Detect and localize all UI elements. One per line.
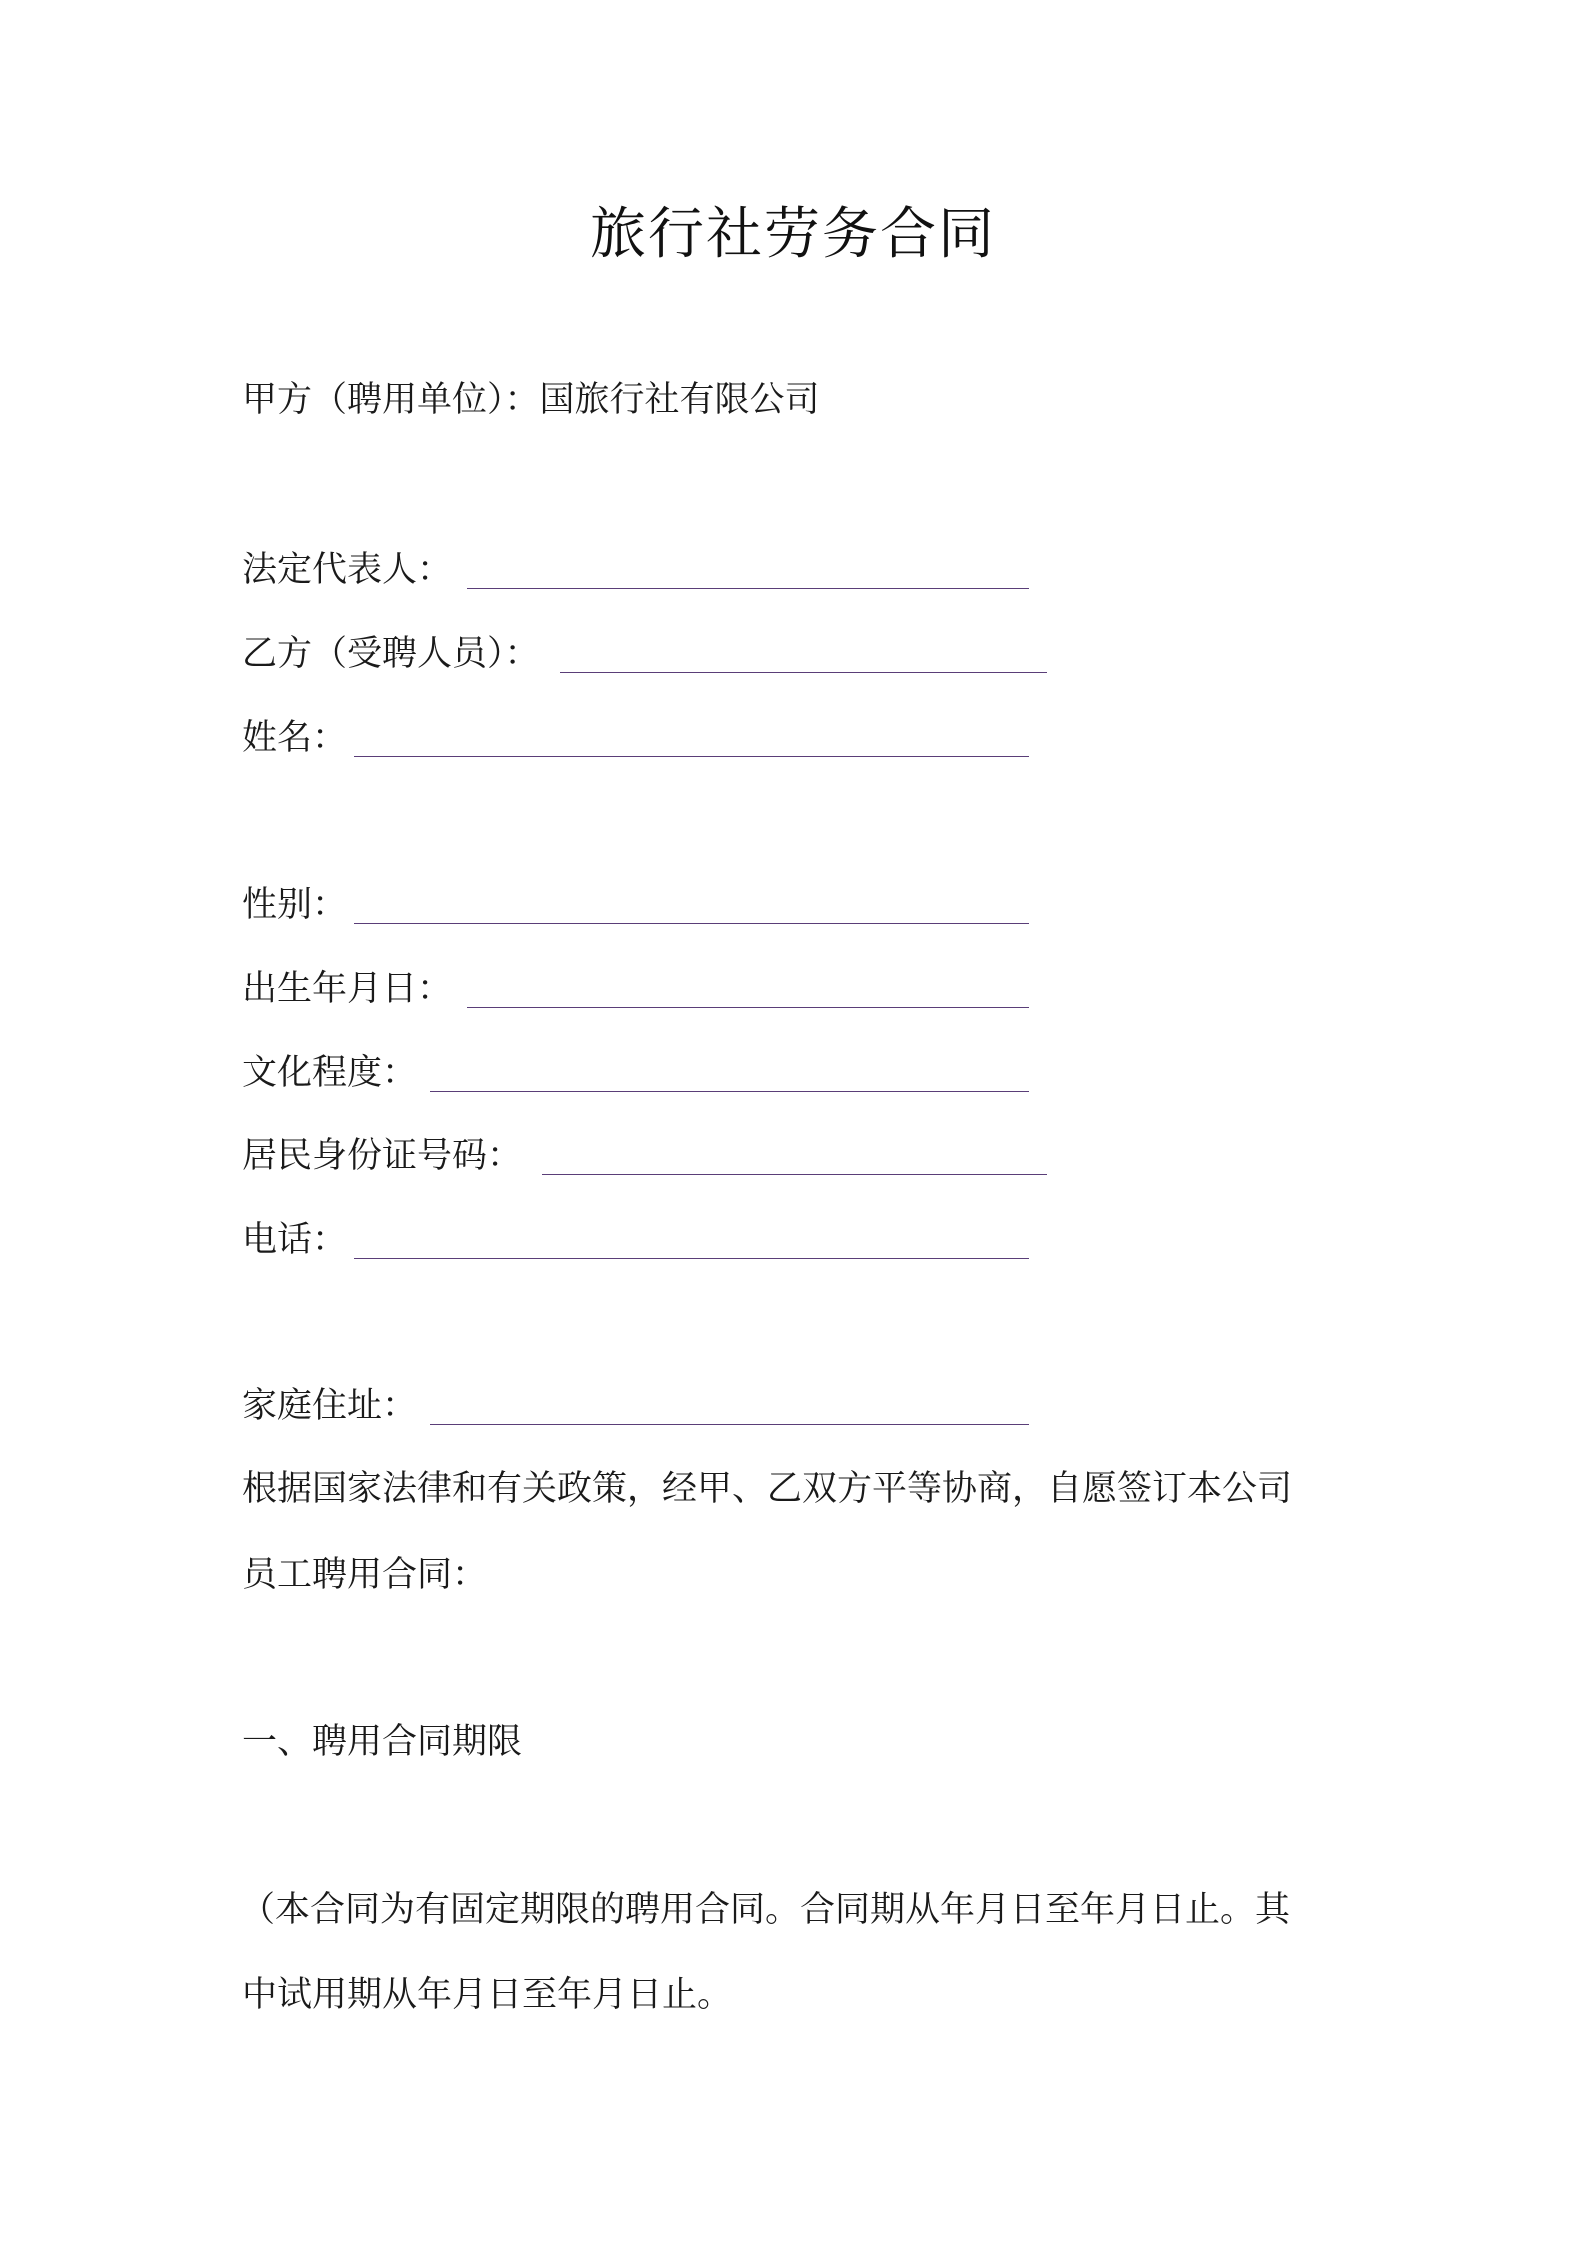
intro-paragraph-line-2: 员工聘用合同： <box>242 1555 488 1595</box>
gender-label: 性别： <box>242 885 348 925</box>
education-blank[interactable] <box>430 1091 1029 1092</box>
section-1-heading: 一、聘用合同期限 <box>242 1722 523 1762</box>
intro-paragraph-line-1: 根据国家法律和有关政策，经甲、乙双方平等协商，自愿签订本公司 <box>242 1469 1293 1509</box>
id-number-blank[interactable] <box>542 1174 1047 1175</box>
education-label: 文化程度： <box>242 1053 418 1093</box>
birth-date-label: 出生年月日： <box>242 969 453 1009</box>
section-1-line-2: 中试用期从年月日至年月日止。 <box>242 1975 733 2015</box>
phone-blank[interactable] <box>354 1258 1029 1259</box>
name-blank[interactable] <box>354 756 1029 757</box>
party-b-blank[interactable] <box>560 672 1047 673</box>
legal-rep-blank[interactable] <box>467 588 1029 589</box>
birth-date-blank[interactable] <box>467 1007 1029 1008</box>
address-blank[interactable] <box>430 1424 1029 1425</box>
document-title: 旅行社劳务合同 <box>590 202 996 267</box>
address-label: 家庭住址： <box>242 1386 418 1426</box>
gender-blank[interactable] <box>354 923 1029 924</box>
phone-label: 电话： <box>242 1220 348 1260</box>
party-b-label: 乙方（受聘人员）： <box>242 634 540 674</box>
id-number-label: 居民身份证号码： <box>242 1136 523 1176</box>
party-a-line: 甲方（聘用单位）：国旅行社有限公司 <box>242 380 820 420</box>
section-1-line-1: （本合同为有固定期限的聘用合同。合同期从年月日至年月日止。其 <box>240 1890 1291 1930</box>
name-label: 姓名： <box>242 718 348 758</box>
legal-rep-label: 法定代表人： <box>242 550 453 590</box>
